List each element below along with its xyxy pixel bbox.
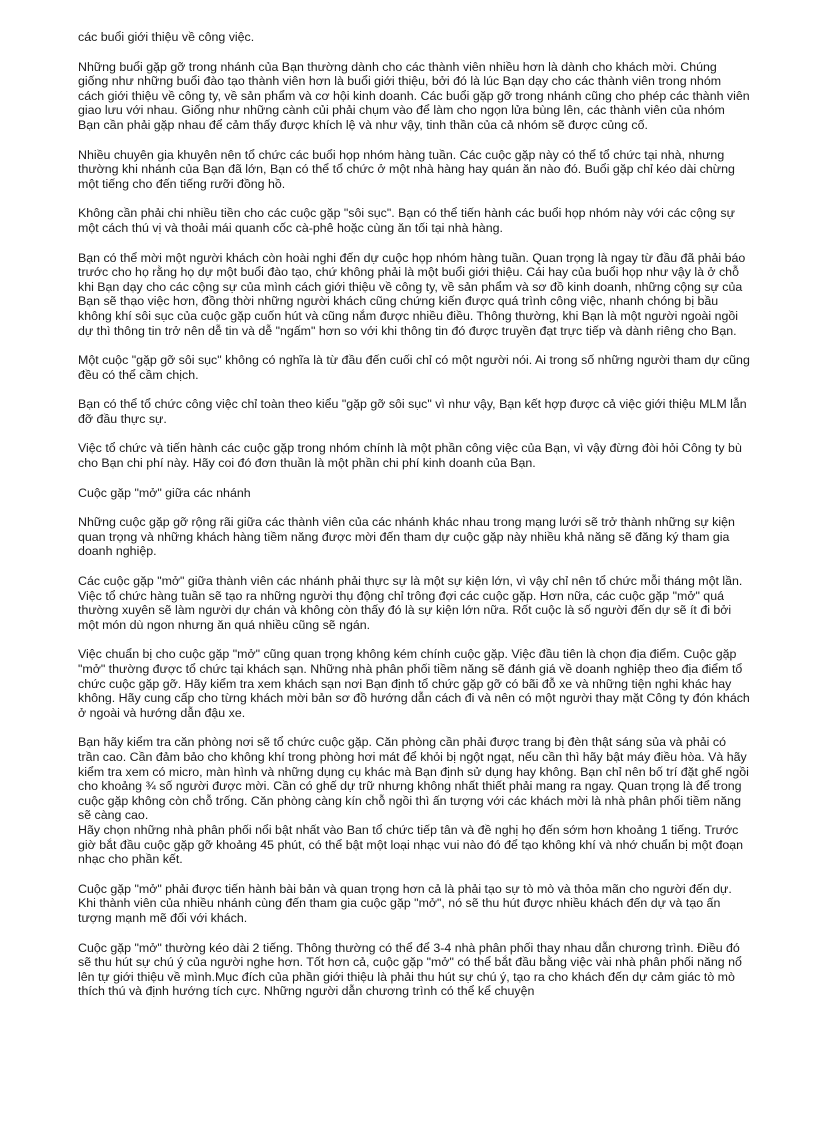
paragraph-hot-meeting: Một cuộc "gặp gỡ sôi sục" không có nghĩa là từ đầu đến cuối chỉ có một người nói. Ai trong số những người tham dự cũng đều có thể cầm chịch. (78, 353, 750, 382)
paragraph-preparation: Việc chuẩn bị cho cuộc gặp "mở" cũng quan trọng không kém chính cuộc gặp. Việc đầu tiên là chọn địa điểm. Cuộc gặp "mở" thường được tổ chức tại khách sạn. Những nhà phân phối tiềm năng sẽ đánh giá về doanh nghiệp theo địa điểm tổ chức cuộc gặp gỡ. Hãy kiểm tra xem khách sạn nơi Bạn định tổ chức gặp gỡ có bãi đỗ xe và những tiện nghi khác hay không. Hãy cung cấp cho từng khách mời bản sơ đồ hướng dẫn cách đi và nên có một người thay mặt Công ty đón khách ở ngoài và hướng dẫn đậu xe. (78, 647, 750, 720)
paragraph-intro-fragment: các buổi giới thiệu về công việc. (78, 30, 255, 44)
paragraph-duration: Cuộc gặp "mở" thường kéo dài 2 tiếng. Thông thường có thể để 3-4 nhà phân phối thay nhau dẫn chương trình. Điều đó sẽ thu hút sự chú ý của người nghe hơn. Tốt hơn cả, cuộc gặp "mở" có thể bắt đầu bằng việc vài nhà phân phối năng nổ lên tự giới thiệu về mình.Mục đích của phần giới thiệu là phải thu hút sự chú ý, tạo ra cho khách đến dự cảm giác tò mò thích thú và định hướng tích cực. Những người dẫn chương trình có thể kể chuyện (78, 940, 742, 999)
paragraph-monthly-events: Các cuộc gặp "mở" giữa thành viên các nhánh phải thực sự là một sự kiện lớn, vì vậy chỉ nên tổ chức mỗi tháng một lần. Việc tổ chức hàng tuần sẽ tạo ra những người thụ động chỉ trông đợi các cuộc gặp. Hơn nữa, các cuộc gặp "mở" quá thường xuyên sẽ làm người dự chán và không còn thấy đó là sự kiện lớn nữa. Rốt cuộc là số người đến dự sẽ ít đi bởi một món dù ngon nhưng ăn quá nhiều cũng sẽ ngán. (78, 574, 743, 632)
paragraph-network-meetings: Những cuộc gặp gỡ rộng rãi giữa các thành viên của các nhánh khác nhau trong mạng lưới sẽ trở thành những sự kiện quan trọng và những khách hàng tiềm năng được mời đến tham dự cuộc gặp này nhiều khả năng sẽ đăng ký tham gia doanh nghiệp. (78, 515, 735, 559)
paragraph-weekly-meetings: Nhiều chuyên gia khuyên nên tổ chức các buổi họp nhóm hàng tuần. Các cuộc gặp này có thể tổ chức tại nhà, nhưng thường khi nhánh của Bạn đã lớn, Bạn có thể tổ chức ở một nhà hàng hay quán ăn nào đó. Buổi gặp chỉ kéo dài chừng một tiếng cho đến tiếng rưỡi đồng hồ. (78, 147, 735, 191)
document-page (78, 30, 750, 1014)
paragraph-mlm-combination: Bạn có thể tổ chức công việc chỉ toàn theo kiểu "gặp gỡ sôi sục" vì như vậy, Bạn kết hợp được cả việc giới thiệu MLM lẫn đỡ đầu thực sự. (78, 397, 747, 426)
paragraph-cost: Không cần phải chi nhiều tiền cho các cuộc gặp "sôi sục". Bạn có thể tiến hành các buổi họp nhóm này với các cộng sự một cách thú vị và thoải mái quanh cốc cà-phê hoặc cùng ăn tối tại nhà hàng. (78, 206, 735, 235)
paragraph-curiosity: Cuộc gặp "mở" phải được tiến hành bài bản và quan trọng hơn cả là phải tạo sự tò mò và thỏa mãn cho người đến dự. Khi thành viên của nhiều nhánh cùng đến tham gia cuộc gặp "mở", nó sẽ thu hút được nhiều khách đến dự và tạo ấn tượng mạnh mẽ đối với khách. (78, 881, 732, 925)
section-heading-open-meeting: Cuộc gặp "mở" giữa các nhánh (78, 485, 251, 500)
paragraph-company-costs: Việc tổ chức và tiến hành các cuộc gặp trong nhóm chính là một phần công việc của Bạn, vì vậy đừng đòi hỏi Công ty bù cho Bạn chi phí này. Hãy coi đó đơn thuần là một phần chi phí kinh doanh của Bạn. (78, 441, 742, 471)
paragraph-invite-guest: Bạn có thể mời một người khách còn hoài nghi đến dự cuộc họp nhóm hàng tuần. Quan trọng là ngay từ đầu đã phải báo trước cho họ rằng họ dự một buổi đào tạo, chứ không phải là một buổi giới thiệu. Cái hay của buổi họp như vậy là ở chỗ khi Bạn dạy cho các cộng sự của mình cách giới thiệu về công ty, về sản phẩm và sơ đồ kinh doanh, những cộng sự của Bạn sẽ thạo việc hơn, đồng thời những người khách cũng chứng kiến được quá trình công việc, nhanh chóng bị bầu không khí sôi sục của cuộc gặp cuốn hút và cũng nắm được nhiều điều. Thông thường, khi Bạn là một người ngoài ngồi dự thì thông tin trở nên dễ tin và dễ "ngấm" hơn so với khi thông tin đó được truyền đạt trực tiếp và dành riêng cho Bạn. (78, 250, 746, 338)
paragraph-branch-meetings: Những buổi gặp gỡ trong nhánh của Bạn thường dành cho các thành viên nhiều hơn là dành cho khách mời. Chúng giống như những buổi đào tạo thành viên hơn là buổi giới thiệu, bởi đó là lúc Bạn dạy cho các thành viên trong nhóm cách giới thiệu về công ty, về sản phẩm và cơ hội kinh doanh. Các buổi gặp gỡ trong nhánh cũng cho phép các thành viên giao lưu với nhau. Giống như những cành củi phải chụm vào để làm cho ngọn lửa bùng lên, các thành viên của nhóm Bạn cần phải gặp nhau để cảm thấy được khích lệ và như vậy, tinh thần của cả nhóm sẽ được củng cố. (78, 59, 750, 132)
paragraph-room-check: Bạn hãy kiểm tra căn phòng nơi sẽ tổ chức cuộc gặp. Căn phòng cần phải được trang bị đèn thật sáng sủa và phải có trần cao. Cần đảm bảo cho không khí trong phòng hơi mát để khỏi bị ngột ngạt, nếu cần thì hãy bật máy điều hòa. Và hãy kiểm tra xem có micro, màn hình và những dụng cụ khác mà Bạn định sử dụng hay không. Bạn chỉ nên bố trí đặt ghế ngồi cho khoảng ¾ số người được mời. Cần có ghế dự trữ nhưng không nhất thiết phải mang ra ngay. Quan trọng là để trong cuộc gặp không còn chỗ trống. Căn phòng càng kín chỗ ngồi thì ấn tượng với các khách mời là nhà phân phối tiềm năng sẽ càng cao. Hãy chọn những nhà phân phối nổi bật nhất vào Ban tổ chức tiếp tân và đề nghị họ đến sớm hơn khoảng 1 tiếng. Trước giờ bắt đầu cuộc gặp gỡ khoảng 45 phút, có thể bật một loại nhạc vui nào đó để tạo không khí và nhớ chuẩn bị một đoạn nhạc cho phần kết. (78, 735, 749, 867)
